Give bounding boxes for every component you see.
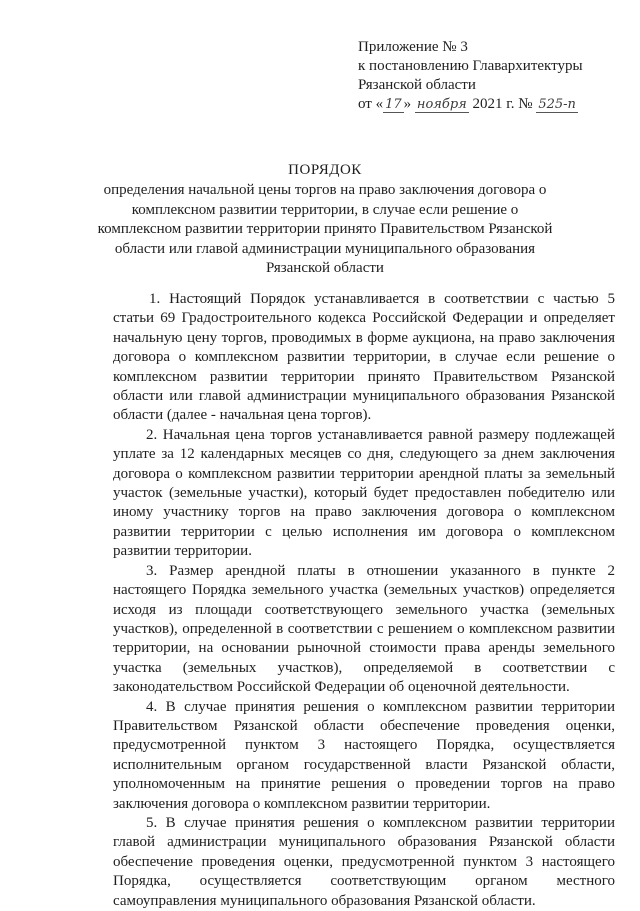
handwritten-number: 525-п [538,97,576,112]
document-title [95,161,555,278]
paragraph-3: 3. Размер арендной платы в отношении указанного в пункте 2 настоящего Порядка земельного участка (земельных участков) определяется исходя из площади соответствующего земельного участка (земельных участков), определенной в соответствии с решением о комплексном развитии территории, на основании рыночной стоимости права аренды земельного участка (земельных участков), определяемой в соответствии с законодательством Российской Федерации об оценочной деятельности. [113,562,615,696]
document-body [113,290,615,911]
paragraph-5: 5. В случае принятия решения о комплексном развитии территории главой администрации муниципального образования Рязанской области обеспечение проведения оценки, предусмотренной пунктом 3 настоящего Порядка, осуществляется соответствующим органом местного самоуправления муниципального образования Рязанской области. [113,814,615,909]
appendix-date-line [358,95,618,114]
title-subtitle: определения начальной цены торгов на право заключения договора о комплексном развитии территории, в случае если решение о комплексном развитии территории принято Правительством Рязанской области или главой администрации муниципального образования Рязанской области [97,182,553,277]
handwritten-month: ноября [416,97,467,112]
appendix-number: Приложение № 3 [358,39,468,55]
year-and-number-label: 2021 г. № [472,96,533,112]
date-close: » [403,96,412,112]
appendix-region: Рязанской области [358,77,476,93]
date-prefix: от « [358,96,384,112]
paragraph-1: 1. Настоящий Порядок устанавливается в соответствии с частью 5 статьи 69 Градостроительного кодекса Российской Федерации и определяет начальную цену торгов, проводимых в форме аукциона, на право заключения договора о комплексном развитии территории, в случае если решение о комплексном развитии территории принято Правительством Рязанской области или главой администрации муниципального образования Рязанской области (далее - начальная цена торгов). [113,291,615,424]
appendix-header [358,38,618,114]
paragraph-4: 4. В случае принятия решения о комплексном развитии территории Правительством Рязанской области обеспечение проведения оценки, предусмотренной пунктом 3 настоящего Порядка, осуществляется исполнительным органом государственной власти Рязанской области, уполномоченным на принятие решения о проведении торгов на право заключения договора о комплексном развитии территории. [113,698,615,812]
paragraph-2: 2. Начальная цена торгов устанавливается равной размеру подлежащей уплате за 12 календарных месяцев со дня, следующего за днем заключения договора о комплексном развитии территории арендной платы за земельный участок (земельные участки), который будет предоставлен победителю или иному участнику торгов на право заключения договора о комплексном развитии территории с целью исполнения им договора о комплексном развитии территории. [113,426,615,560]
title-heading: ПОРЯДОК [288,162,362,178]
appendix-reference: к постановлению Главархитектуры [358,58,583,74]
handwritten-day: 17 [385,97,402,112]
